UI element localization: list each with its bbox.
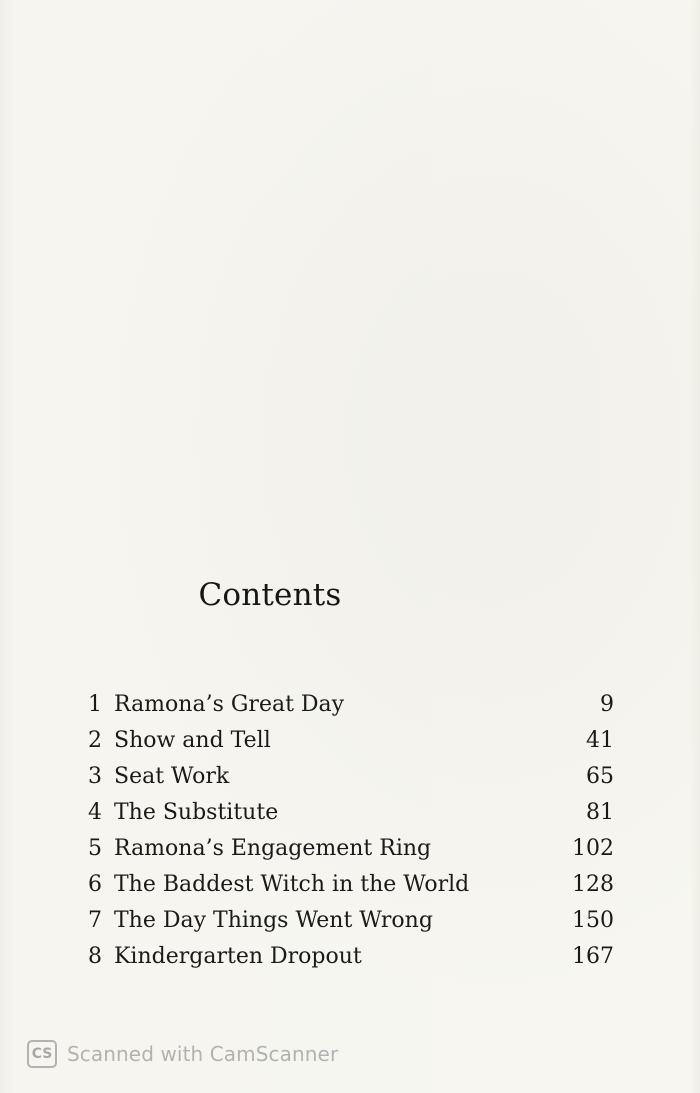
chapter-title: Ramona’s Engagement Ring [114,836,432,861]
chapter-number: 4 [88,800,102,825]
page-number: 150 [572,908,614,933]
page-number: 9 [600,692,614,717]
toc-row [88,944,614,980]
page-number: 128 [572,872,614,897]
page-number: 167 [572,944,614,969]
chapter-number: 3 [88,764,102,789]
chapter-title: The Day Things Went Wrong [114,908,433,933]
chapter-number: 7 [88,908,102,933]
toc-row [88,872,614,908]
chapter-title: Ramona’s Great Day [114,692,345,717]
chapter-number: 1 [88,692,102,717]
chapter-title: Show and Tell [114,728,271,753]
chapter-number: 8 [88,944,102,969]
watermark-text: Scanned with CamScanner [67,1042,339,1066]
page-number: 81 [586,800,614,825]
toc-row [88,908,614,944]
chapter-title: The Baddest Witch in the World [114,872,470,897]
chapter-number: 2 [88,728,102,753]
toc-row [88,836,614,872]
chapter-title: Seat Work [114,764,230,789]
toc-row [88,692,614,728]
toc-row [88,764,614,800]
camscanner-watermark [27,1038,338,1070]
page-number: 65 [586,764,614,789]
chapter-title: The Substitute [114,800,279,825]
chapter-number: 5 [88,836,102,861]
table-of-contents [88,692,614,980]
page-title: Contents [198,577,342,613]
page-number: 41 [586,728,614,753]
chapter-title: Kindergarten Dropout [114,944,362,969]
camscanner-logo-icon: CS [27,1040,57,1068]
toc-row [88,800,614,836]
chapter-number: 6 [88,872,102,897]
page-number: 102 [572,836,614,861]
toc-row [88,728,614,764]
